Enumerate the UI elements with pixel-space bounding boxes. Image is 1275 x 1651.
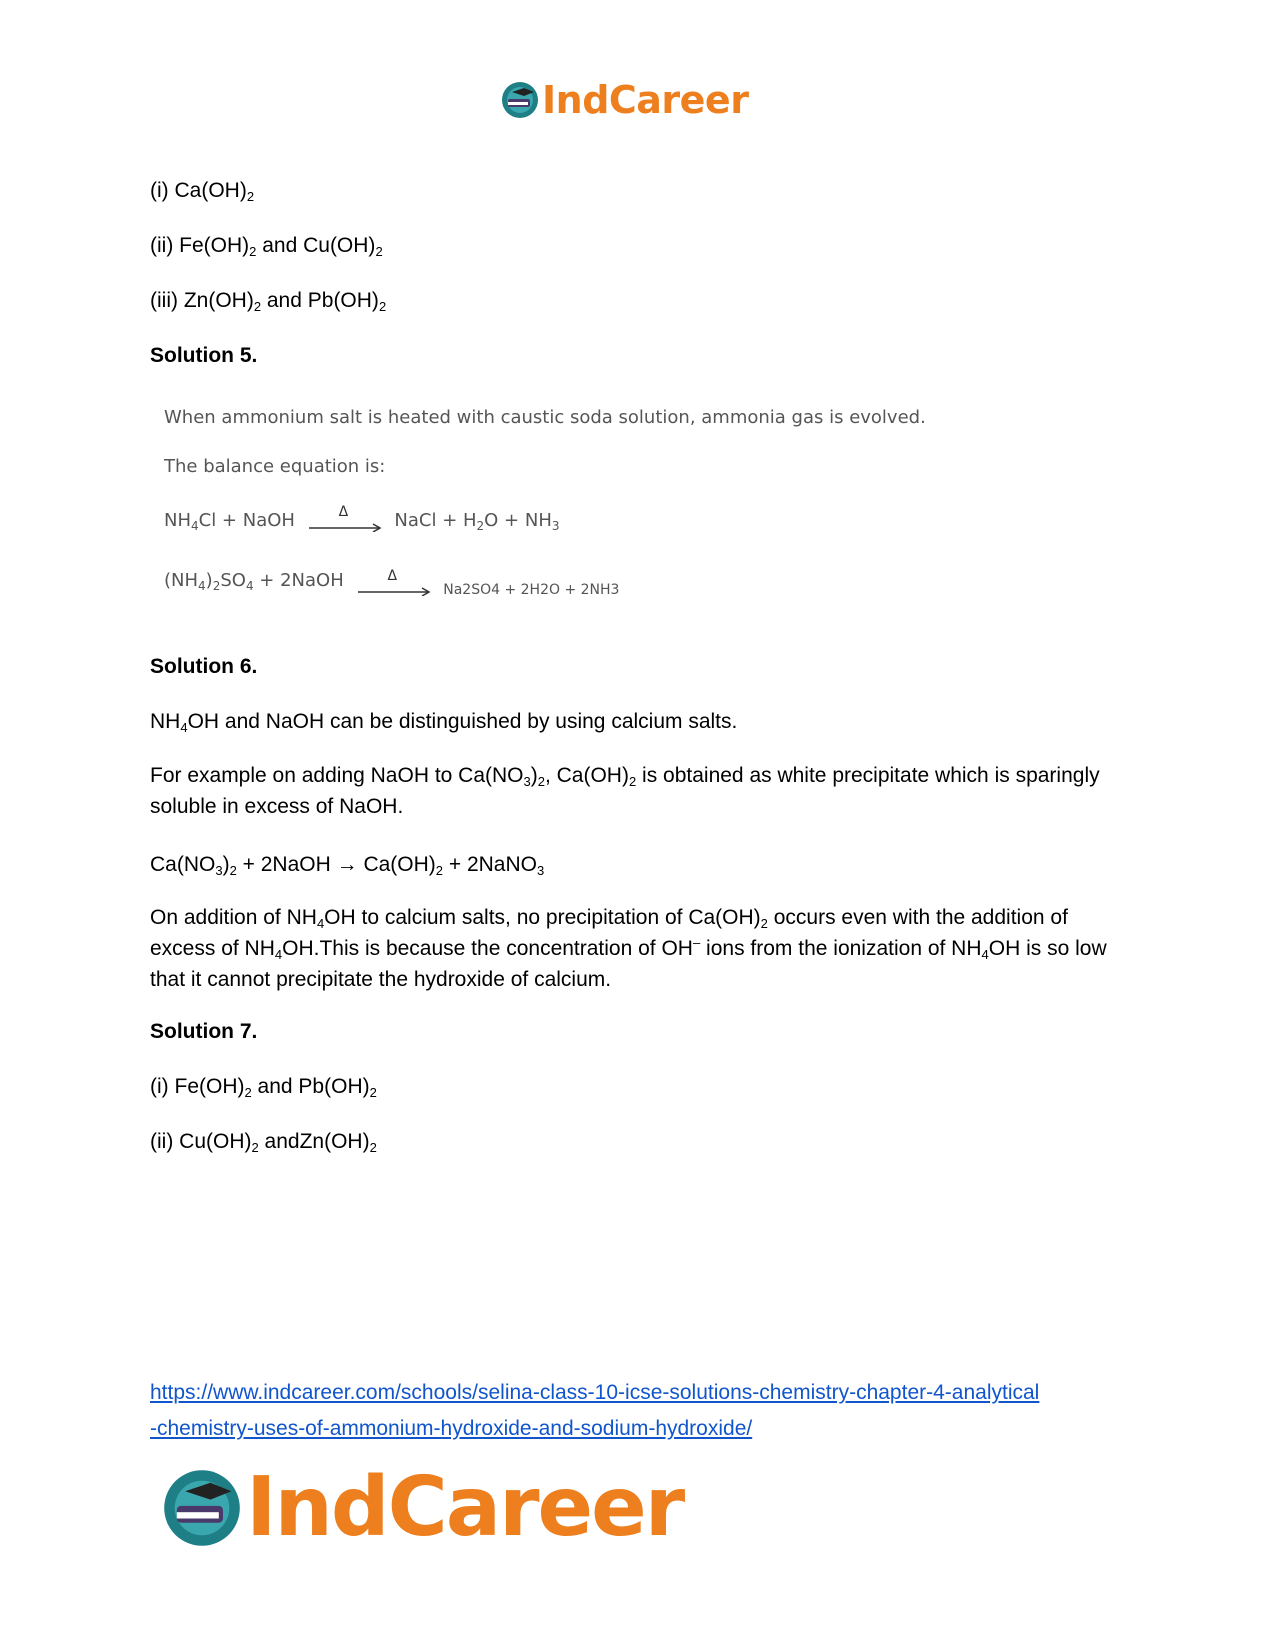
heat-arrow: Δ bbox=[356, 570, 432, 596]
header-logo-text: IndCareer bbox=[542, 78, 749, 122]
equation-2: $(NH_4)_2SO_4$ + 2NaOH Δ $_{Na2SO4 + 2H2O + 2NH3}$ bbox=[164, 568, 620, 598]
solution-7-line-1: (i) $Fe(OH)_2$ and $Pb(OH)_2$ bbox=[150, 1075, 377, 1100]
solution-6-heading: Solution 6. bbox=[150, 655, 258, 678]
option-ii: (ii) $Fe(OH)_2$ and $Cu(OH)_2$ bbox=[150, 234, 383, 259]
option-i: (i) $Ca(OH)_2$ bbox=[150, 179, 255, 204]
solution-6-paragraph-1: $NH_4OH$ and NaOH can be distinguished by using calcium salts. bbox=[150, 710, 738, 735]
solution-5-sentence: When ammonium salt is heated with caustic soda solution, ammonia gas is evolved. bbox=[164, 407, 926, 428]
solution-7-line-2: (ii) $Cu(OH)_2$ $andZn(OH)_2$ bbox=[150, 1130, 377, 1155]
source-url-link[interactable]: https://www.indcareer.com/schools/selina-class-10-icse-solutions-chemistry-chapter-4-analytical -chemistry-uses-of-ammonium-hydroxide-and-sodium-hydroxide/ bbox=[150, 1381, 1040, 1440]
solution-6-paragraph-3: On addition of $NH_4OH$ to calcium salts, no precipitation of $Ca(OH)_2$ occurs even with the addition of excess of $NH_4OH.This$ is because the concentration of OH– ions from the ionization of $NH_4OH$ is so low that it cannot precipitate the hydroxide of calcium. bbox=[150, 906, 1107, 991]
solution-6-equation: $Ca(NO_3)_2$ + 2NaOH → $Ca(OH)_2$ + 2NaNO$_3$ bbox=[150, 853, 545, 878]
solution-7-heading: Solution 7. bbox=[150, 1020, 258, 1043]
book-globe-icon bbox=[160, 1466, 244, 1550]
header-logo bbox=[500, 78, 748, 122]
book-globe-icon bbox=[500, 80, 540, 120]
footer-link-block bbox=[150, 1375, 1150, 1447]
solution-5-balance-label: The balance equation is: bbox=[164, 456, 386, 477]
solution-5-heading: Solution 5. bbox=[150, 344, 258, 367]
option-iii: (iii) $Zn(OH)_2$ and $Pb(OH)_2$ bbox=[150, 289, 387, 314]
solution-6-paragraph-2: For example on adding NaOH to $Ca(NO_3)_2$, $Ca(OH)_2$ is obtained as white precipitate which is sparingly soluble in excess of NaOH. bbox=[150, 764, 1100, 818]
heat-arrow: Δ bbox=[307, 506, 383, 532]
equation-1: $NH_4Cl$ + NaOH Δ NaCl + $H_2O + NH_3$ bbox=[164, 504, 560, 533]
footer-logo-text: IndCareer bbox=[246, 1460, 684, 1555]
footer-logo bbox=[160, 1460, 683, 1555]
